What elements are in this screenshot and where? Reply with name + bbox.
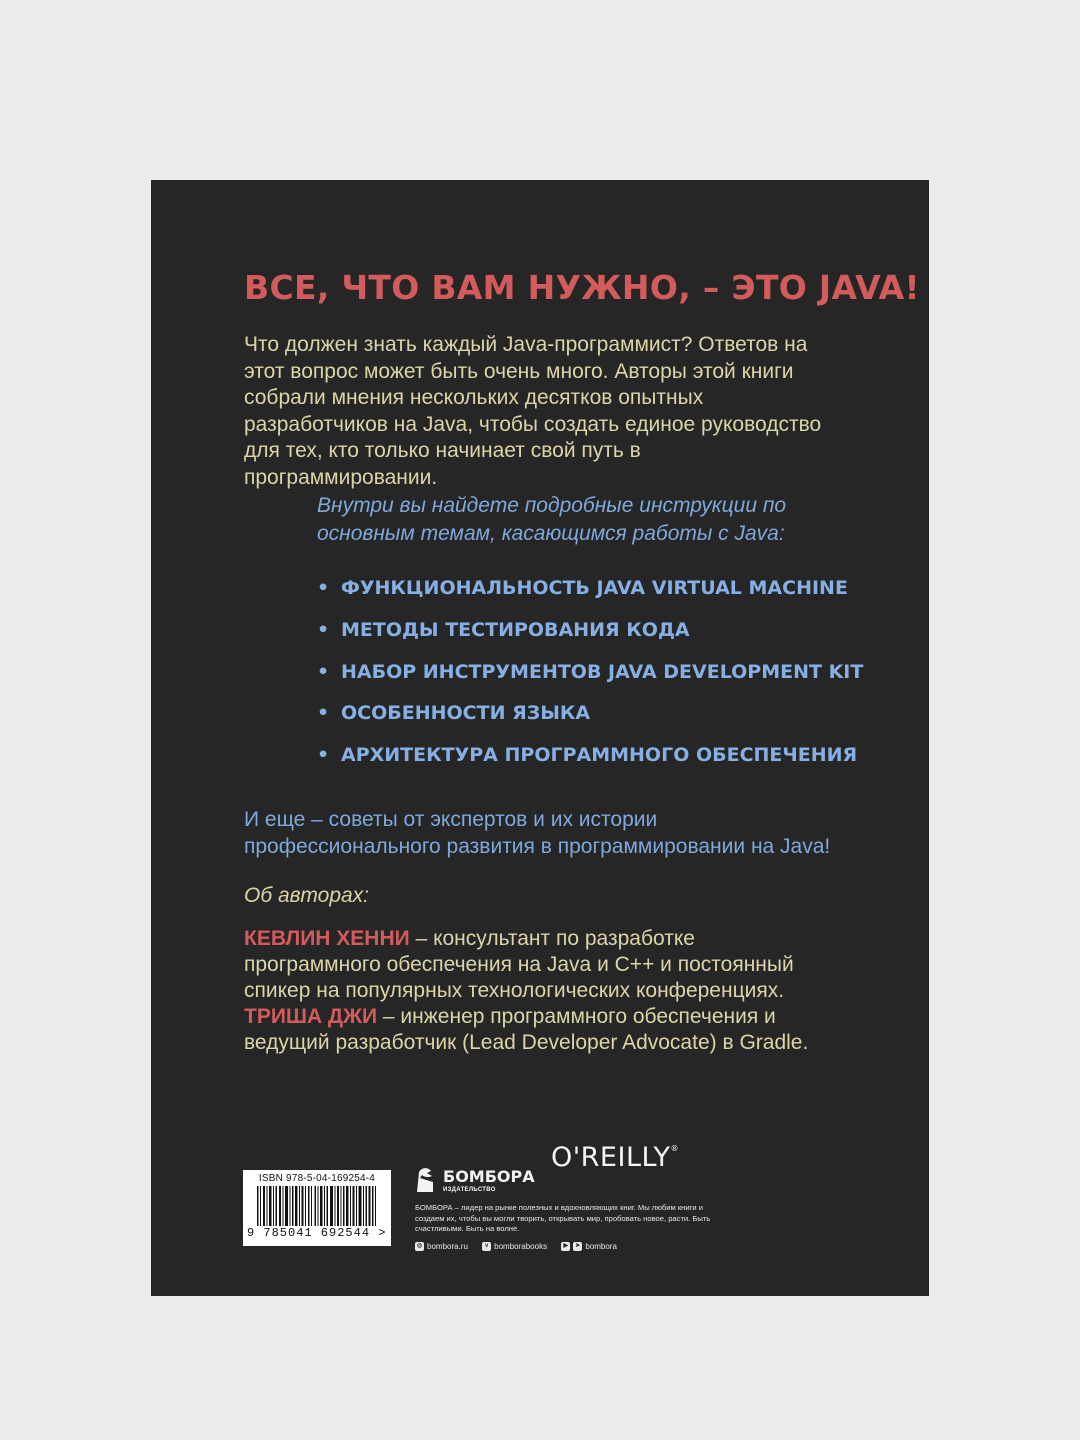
social-link-vk: v bomborabooks bbox=[482, 1242, 547, 1251]
social-link-instagram: ◎ bombora.ru bbox=[416, 1242, 468, 1251]
book-back-cover bbox=[151, 180, 929, 1296]
telegram-icon: ➤ bbox=[575, 1243, 581, 1249]
author-description: – консультант по разработке программного обеспечения на Java и C++ и постоянный спикер на популярных технологических конференциях. bbox=[244, 927, 794, 1002]
inside-paragraph: Внутри вы найдете подробные инструкции по основным темам, касающимся работы с Java: bbox=[317, 494, 787, 545]
author-bio bbox=[244, 1004, 834, 1056]
topic-item: • ФУНКЦИОНАЛЬНОСТЬ JAVA VIRTUAL MACHINE bbox=[317, 570, 863, 612]
oreilly-logo: O'REILLY® bbox=[551, 1142, 679, 1173]
topic-item: • АРХИТЕКТУРА ПРОГРАММНОГО ОБЕСПЕЧЕНИЯ bbox=[317, 737, 863, 779]
publisher-socials bbox=[415, 1240, 629, 1251]
topics-list bbox=[317, 570, 863, 779]
vk-icon: v bbox=[482, 1242, 491, 1251]
barcode-bars bbox=[257, 1186, 381, 1230]
author-name: КЕВЛИН ХЕННИ bbox=[244, 927, 410, 950]
registered-mark: ® bbox=[670, 1144, 679, 1153]
barcode-digits: 9 785041 692544 > bbox=[247, 1226, 389, 1240]
social-link-telegram: ▶ ➤ bombora bbox=[561, 1242, 617, 1251]
bullet-icon: • bbox=[317, 577, 330, 599]
topic-item: • МЕТОДЫ ТЕСТИРОВАНИЯ КОДА bbox=[317, 612, 863, 654]
bullet-icon: • bbox=[317, 660, 330, 683]
publisher-subtitle: ИЗДАТЕЛЬСТВО bbox=[443, 1187, 496, 1193]
topic-item: • ОСОБЕННОСТИ ЯЗЫКА bbox=[317, 695, 863, 737]
author-bio bbox=[244, 926, 834, 1004]
youtube-icon: ▶ bbox=[561, 1242, 570, 1251]
extra-paragraph: И еще – советы от экспертов и их истории профессионального развития в программировании на Java! bbox=[244, 808, 831, 858]
isbn-number: ISBN 978-5-04-169254-4 bbox=[258, 1173, 376, 1184]
author-description: – инженер программного обеспечения и ведущий разработчик (Lead Developer Advocate) в Gradle. bbox=[244, 1005, 809, 1054]
topic-item: • НАБОР ИНСТРУМЕНТОВ JAVA DEVELOPMENT KIT bbox=[317, 654, 863, 696]
instagram-icon: ◎ bbox=[416, 1243, 423, 1249]
isbn-barcode bbox=[243, 1170, 391, 1246]
bullet-icon: • bbox=[317, 744, 330, 767]
bullet-icon: • bbox=[317, 618, 330, 641]
about-authors-label: Об авторах: bbox=[244, 884, 370, 907]
headline: ВСЕ, ЧТО ВАМ НУЖНО, – ЭТО JAVA! bbox=[244, 268, 920, 307]
author-name: ТРИША ДЖИ bbox=[244, 1005, 378, 1028]
publisher-tagline: БОМБОРА – лидер на рынке полезных и вдохновляющих книг. Мы любим книги и создаем их, чтобы вы могли творить, открывать мир, пробовать новое, расти. Быть счастливыми. Быть на волне. bbox=[415, 1203, 711, 1233]
publisher-name: БОМБОРА bbox=[443, 1167, 535, 1186]
bullet-icon: • bbox=[317, 702, 330, 725]
intro-paragraph: Что должен знать каждый Java-программист? Ответов на этот вопрос может быть очень много. Авторы этой книги собрали мнения нескольких десятков опытных разработчиков на Java, чтобы создать единое руководство для тех, кто только начинает свой путь в программировании. bbox=[244, 333, 822, 489]
